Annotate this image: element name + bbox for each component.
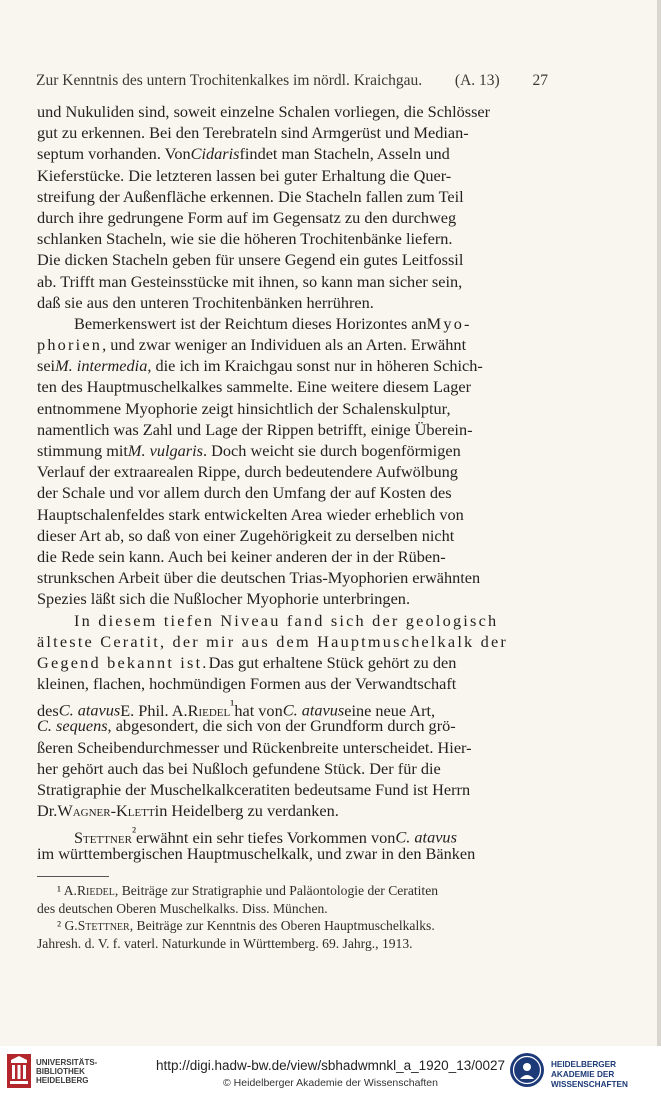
text-line: Spezies läßt sich die Nußlocher Myophorie unterbringen.	[37, 589, 411, 609]
spaced-term: Gegend bekannt ist.	[37, 652, 209, 672]
text-line: ab. Trifft man Gesteinsstücke mit ihnen, so kann man sicher sein,	[37, 271, 463, 291]
academy-logo-text: HEIDELBERGER AKADEMIE DER WISSENSCHAFTEN	[551, 1060, 628, 1089]
text-line: Die dicken Stacheln geben für unsere Gegend ein gutes Leitfossil	[37, 250, 464, 270]
text-line: Verlauf der extraarealen Rippe, durch bedeutendere Aufwölbung	[37, 462, 458, 482]
text-line: Dr.Wagner-Klettin Heidelberg zu verdanken.	[37, 801, 339, 821]
running-head-title: Zur Kenntnis des untern Trochitenkalkes im nördl. Kraichgau.	[36, 72, 423, 89]
text-line: entnommene Myophorie zeigt hinsichtlich der Schalenskulptur,	[37, 398, 451, 418]
text-line: der Schale und vor allem durch den Umfang der auf Kosten des	[37, 483, 452, 503]
text-line: schlanken Stacheln, wie sie die höheren Trochitenbänke liefern.	[37, 229, 453, 249]
author-name: Wagner-Klett	[57, 801, 155, 821]
text-line: desC. atavusE. Phil. A.Riedel$^{^1}$hat vonC. atavuseine neue Art,	[37, 697, 436, 720]
taxon-name: C. atavus	[58, 700, 121, 720]
running-head	[36, 72, 548, 90]
author-name: Riedel	[187, 700, 231, 720]
text-line: dieser Art ab, so daß von einer Zugehörigkeit zu derselben nicht	[37, 525, 455, 545]
text-line: C. sequens, abgesondert, die sich von der Grundform durch grö-	[37, 716, 456, 736]
text-line: ten des Hauptmuschelkalkes sammelte. Eine weitere diesem Lager	[37, 377, 472, 397]
viewer-footer	[0, 1046, 661, 1095]
taxon-name: M. vulgaris	[127, 441, 203, 460]
text-line: her gehört auch das bei Nußloch gefundene Stück. Der für die	[37, 758, 441, 778]
footnote-line: ² G.Stettner, Beiträge zur Kenntnis des Oberen Hauptmuschelkalks.	[57, 918, 435, 933]
author-name: Riedel	[76, 883, 115, 898]
footnote-ref: ¹	[230, 697, 235, 713]
copyright-notice: © Heidelberger Akademie der Wissenschaften	[223, 1077, 438, 1089]
text-line: Kieferstücke. Die letzteren lassen bei guter Erhaltung die Quer-	[37, 165, 452, 185]
text-line: In diesem tiefen Niveau fand sich der geologisch	[74, 610, 499, 630]
body-text	[37, 101, 552, 864]
text-line: älteste Ceratit, der mir aus dem Hauptmuschelkalk der	[37, 631, 509, 651]
text-line: seiM. intermedia, die ich im Kraichgau sonst nur in höheren Schich-	[37, 356, 483, 376]
text-line: gut zu erkennen. Bei den Terebrateln sind Armgerüst und Median-	[37, 123, 469, 143]
text-line: strunkschen Arbeit über die deutschen Trias-Myophorien erwähnten	[37, 568, 481, 588]
text-line: streifung der Außenfläche erkennen. Die Stacheln fallen zum Teil	[37, 186, 464, 206]
text-line: daß sie aus den unteren Trochitenbänken herrühren.	[37, 292, 374, 312]
taxon-name: C. atavus	[395, 827, 457, 847]
running-head-ref: (A. 13)	[454, 72, 500, 89]
text-line: Gegend bekannt ist.Das gut erhaltene Stück gehört zu den	[37, 652, 457, 672]
text-line: septum vorhanden. VonCidarisfindet man Stacheln, Asseln und	[37, 144, 450, 164]
footnote-rule	[37, 876, 109, 877]
spaced-term: Myo-	[426, 313, 472, 333]
taxon-name: Cidaris	[190, 144, 240, 164]
author-name: Stettner	[74, 827, 132, 847]
text-line: durch ihre gedrungene Form auf im Gegensatz zu den durchweg	[37, 207, 457, 227]
footnote-line: ¹ A.Riedel, Beiträge zur Stratigraphie und Paläontologie der Ceratiten	[57, 883, 439, 898]
text-line: Stettner$^{^2}$erwähnt ein sehr tiefes Vorkommen vonC. atavus	[74, 824, 457, 847]
text-line: Hauptschalenfeldes stark entwickelten Area wieder erheblich von	[37, 504, 464, 524]
text-line: phorien, und zwar weniger an Individuen als an Arten. Erwähnt	[37, 335, 467, 355]
footnotes	[37, 882, 552, 952]
text-line: stimmung mitM. vulgaris. Doch weicht sie durch bogenförmigen	[37, 441, 461, 460]
permalink-url[interactable]: http://digi.hadw-bw.de/view/sbhadwmnkl_a_1920_13/0027	[156, 1058, 505, 1073]
footnote-line: des deutschen Oberen Muschelkalks. Diss. München.	[37, 900, 328, 916]
text-line: Stratigraphie der Muschelkalkceratiten bedeutsame Fund ist Herrn	[37, 780, 471, 799]
text-line: namentlich was Zahl und Lage der Rippen betrifft, einige Überein-	[37, 419, 473, 439]
text-line: Bemerkenswert ist der Reichtum dieses Horizontes anMyo-	[74, 313, 472, 333]
footnote-line: Jahresh. d. V. f. vaterl. Naturkunde in Württemberg. 69. Jahrg., 1913.	[37, 935, 413, 951]
spaced-term: phorien	[37, 335, 103, 355]
text-line: kleinen, flachen, hochmündigen Formen aus der Verwandtschaft	[37, 674, 457, 694]
text-line: und Nukuliden sind, soweit einzelne Schalen vorliegen, die Schlösser	[37, 102, 491, 121]
university-library-logo-text: UNIVERSITÄTS- BIBLIOTHEK HEIDELBERG	[36, 1058, 98, 1085]
text-line: ßeren Scheibendurchmesser und Rückenbreite unterscheidet. Hier-	[37, 737, 472, 757]
text-line: die Rede sein kann. Auch bei keiner anderen der in der Rüben-	[37, 546, 446, 566]
page-number: 27	[532, 72, 548, 89]
taxon-name: M. intermedia	[55, 356, 148, 376]
taxon-name: C. atavus	[282, 700, 345, 720]
text-line: im württembergischen Hauptmuschelkalk, und zwar in den Bänken	[37, 843, 476, 863]
taxon-name: C. sequens	[37, 716, 108, 736]
academy-seal-icon[interactable]	[509, 1052, 545, 1088]
author-name: Stettner	[77, 918, 130, 933]
footnote-ref: ²	[131, 824, 137, 840]
